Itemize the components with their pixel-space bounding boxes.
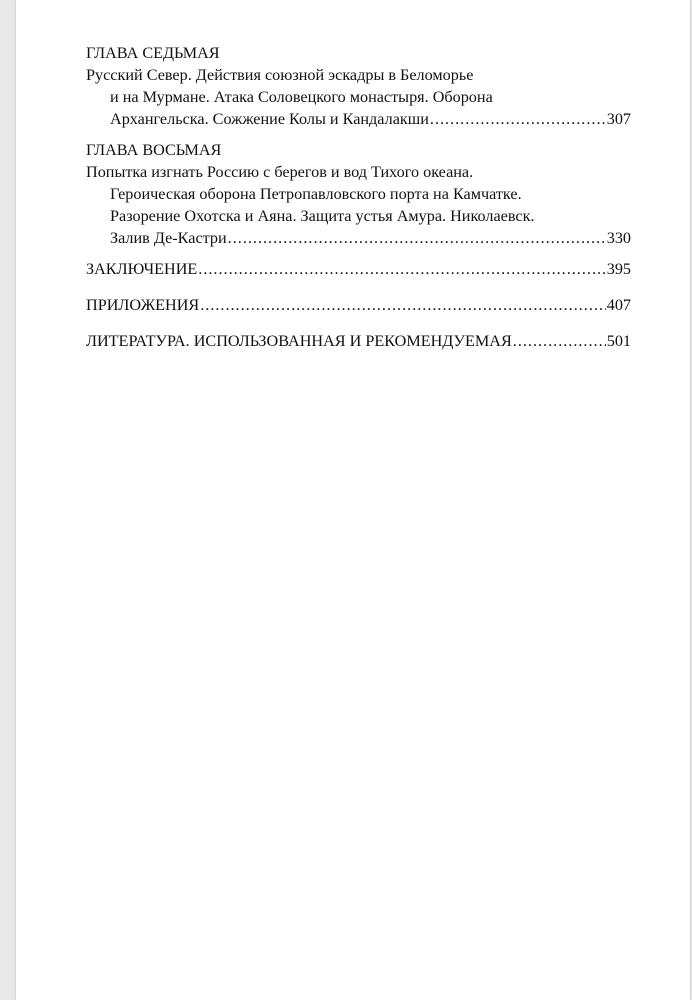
chapter-page-line: [86, 108, 631, 130]
chapter-page-line: [86, 227, 631, 249]
table-of-contents: [86, 42, 631, 366]
dot-leader: [198, 258, 605, 280]
chapter-heading: ГЛАВА ВОСЬМАЯ: [86, 141, 222, 159]
chapter-description-line: Русский Север. Действия союзной эскадры в Беломорье: [86, 66, 474, 84]
dot-leader: [228, 227, 606, 249]
page-number: 330: [606, 229, 631, 247]
chapter-description-line: Архангельска. Сожжение Колы и Кандалакши: [110, 110, 429, 128]
page-number: 395: [606, 260, 631, 278]
toc-entry-literature: [86, 330, 631, 352]
entry-title: ПРИЛОЖЕНИЯ: [86, 296, 200, 314]
chapter-heading: ГЛАВА СЕДЬМАЯ: [86, 44, 220, 62]
document-page: [16, 0, 690, 1000]
dot-leader: [200, 294, 606, 316]
toc-entry-conclusion: [86, 258, 631, 280]
dot-leader: [430, 108, 606, 130]
toc-chapter-eight: [86, 139, 631, 249]
chapter-description-line: Героическая оборона Петропавловского порта на Камчатке.: [110, 185, 522, 203]
chapter-description-line: Разорение Охотска и Аяна. Защита устья Амура. Николаевск.: [110, 207, 535, 225]
chapter-description-line: Залив Де-Кастри: [110, 229, 227, 247]
entry-title: ЗАКЛЮЧЕНИЕ: [86, 260, 198, 278]
page-number: 407: [606, 296, 631, 314]
toc-entry-appendices: [86, 294, 631, 316]
chapter-description-line: Попытка изгнать Россию с берегов и вод Тихого океана.: [86, 163, 474, 181]
page-number: 501: [606, 332, 631, 350]
entry-title: ЛИТЕРАТУРА. ИСПОЛЬЗОВАННАЯ И РЕКОМЕНДУЕМАЯ: [86, 332, 512, 350]
toc-chapter-seven: [86, 42, 631, 130]
dot-leader: [513, 330, 606, 352]
page-number: 307: [606, 110, 631, 128]
chapter-description-line: и на Мурмане. Атака Соловецкого монастыря. Оборона: [110, 88, 493, 106]
